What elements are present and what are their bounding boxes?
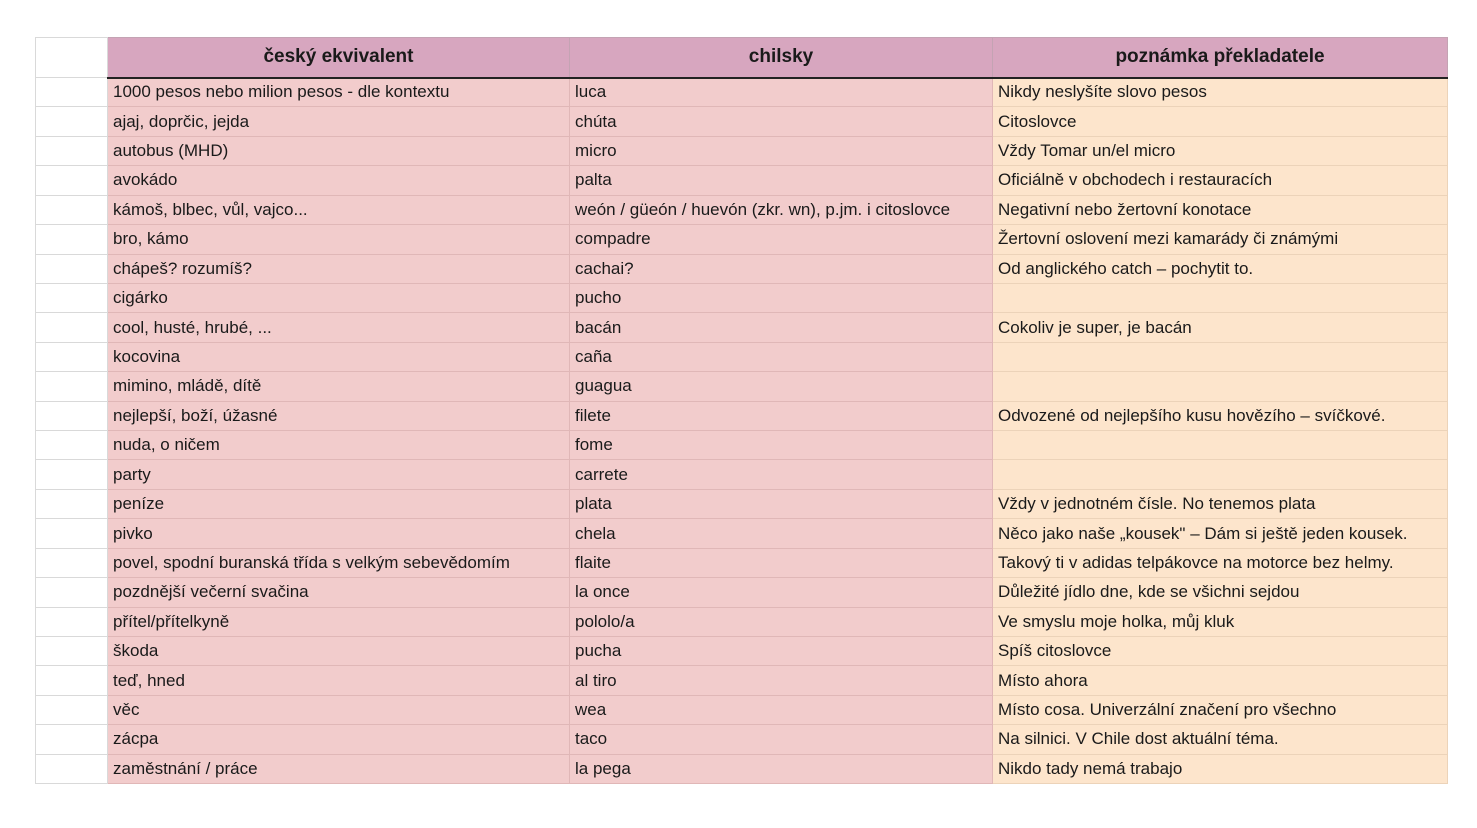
cell-chilean[interactable]: flaite bbox=[570, 548, 993, 577]
cell-chilean[interactable]: pololo/a bbox=[570, 607, 993, 636]
cell-note[interactable] bbox=[993, 283, 1448, 312]
table-row bbox=[36, 166, 1448, 195]
cell-chilean[interactable]: cachai? bbox=[570, 254, 993, 283]
cell-chilean[interactable]: pucho bbox=[570, 283, 993, 312]
table-row bbox=[36, 372, 1448, 401]
cell-note[interactable]: Nikdo tady nemá trabajo bbox=[993, 754, 1448, 783]
cell-czech[interactable]: přítel/přítelkyně bbox=[108, 607, 570, 636]
cell-czech[interactable]: věc bbox=[108, 695, 570, 724]
cell-note[interactable]: Žertovní oslovení mezi kamarády či známými bbox=[993, 225, 1448, 254]
table-row bbox=[36, 254, 1448, 283]
row-header-cell[interactable] bbox=[36, 489, 108, 518]
cell-note[interactable]: Oficiálně v obchodech i restauracích bbox=[993, 166, 1448, 195]
table-row bbox=[36, 489, 1448, 518]
row-header-cell[interactable] bbox=[36, 313, 108, 342]
cell-note[interactable]: Negativní nebo žertovní konotace bbox=[993, 195, 1448, 224]
cell-czech[interactable]: zaměstnání / práce bbox=[108, 754, 570, 783]
table-row bbox=[36, 107, 1448, 136]
cell-note[interactable]: Na silnici. V Chile dost aktuální téma. bbox=[993, 725, 1448, 754]
table-row bbox=[36, 548, 1448, 577]
cell-chilean[interactable]: palta bbox=[570, 166, 993, 195]
cell-czech[interactable]: 1000 pesos nebo milion pesos - dle kontextu bbox=[108, 78, 570, 107]
table-row bbox=[36, 431, 1448, 460]
row-header-cell[interactable] bbox=[36, 254, 108, 283]
cell-chilean[interactable]: chela bbox=[570, 519, 993, 548]
cell-note[interactable]: Místo ahora bbox=[993, 666, 1448, 695]
table-row bbox=[36, 78, 1448, 107]
row-header-cell[interactable] bbox=[36, 607, 108, 636]
table-row bbox=[36, 637, 1448, 666]
row-header-cell[interactable] bbox=[36, 460, 108, 489]
cell-chilean[interactable]: filete bbox=[570, 401, 993, 430]
header-row bbox=[36, 38, 1448, 78]
cell-chilean[interactable]: bacán bbox=[570, 313, 993, 342]
table-row bbox=[36, 283, 1448, 312]
row-header-cell[interactable] bbox=[36, 107, 108, 136]
table-row bbox=[36, 195, 1448, 224]
table-row bbox=[36, 225, 1448, 254]
row-header-cell[interactable] bbox=[36, 725, 108, 754]
cell-czech[interactable]: kámoš, blbec, vůl, vajco... bbox=[108, 195, 570, 224]
header-note[interactable]: poznámka překladatele bbox=[993, 38, 1448, 78]
row-header-cell[interactable] bbox=[36, 578, 108, 607]
cell-czech[interactable]: škoda bbox=[108, 637, 570, 666]
table-row bbox=[36, 342, 1448, 371]
cell-chilean[interactable]: guagua bbox=[570, 372, 993, 401]
row-header-cell[interactable] bbox=[36, 431, 108, 460]
row-header-cell[interactable] bbox=[36, 695, 108, 724]
cell-note[interactable]: Cokoliv je super, je bacán bbox=[993, 313, 1448, 342]
cell-note[interactable]: Od anglického catch – pochytit to. bbox=[993, 254, 1448, 283]
cell-note[interactable]: Něco jako naše „kousek" – Dám si ještě jeden kousek. bbox=[993, 519, 1448, 548]
cell-note[interactable]: Odvozené od nejlepšího kusu hovězího – svíčkové. bbox=[993, 401, 1448, 430]
cell-chilean[interactable]: micro bbox=[570, 136, 993, 165]
cell-czech[interactable]: peníze bbox=[108, 489, 570, 518]
cell-note[interactable]: Citoslovce bbox=[993, 107, 1448, 136]
cell-chilean[interactable]: caña bbox=[570, 342, 993, 371]
cell-czech[interactable]: bro, kámo bbox=[108, 225, 570, 254]
table-row bbox=[36, 666, 1448, 695]
row-header-cell[interactable] bbox=[36, 283, 108, 312]
cell-note[interactable]: Místo cosa. Univerzální značení pro všechno bbox=[993, 695, 1448, 724]
cell-czech[interactable]: teď, hned bbox=[108, 666, 570, 695]
row-header-cell[interactable] bbox=[36, 225, 108, 254]
cell-chilean[interactable]: plata bbox=[570, 489, 993, 518]
cell-czech[interactable]: avokádo bbox=[108, 166, 570, 195]
row-header-cell[interactable] bbox=[36, 136, 108, 165]
cell-czech[interactable]: party bbox=[108, 460, 570, 489]
cell-czech[interactable]: nejlepší, boží, úžasné bbox=[108, 401, 570, 430]
cell-chilean[interactable]: compadre bbox=[570, 225, 993, 254]
glossary-table bbox=[35, 37, 1448, 784]
table-row bbox=[36, 136, 1448, 165]
table-row bbox=[36, 578, 1448, 607]
cell-chilean[interactable]: la once bbox=[570, 578, 993, 607]
cell-note[interactable]: Důležité jídlo dne, kde se všichni sejdou bbox=[993, 578, 1448, 607]
cell-czech[interactable]: chápeš? rozumíš? bbox=[108, 254, 570, 283]
row-header-cell[interactable] bbox=[36, 372, 108, 401]
row-header-cell[interactable] bbox=[36, 401, 108, 430]
cell-chilean[interactable]: luca bbox=[570, 78, 993, 107]
cell-chilean[interactable]: carrete bbox=[570, 460, 993, 489]
cell-czech[interactable]: pozdnější večerní svačina bbox=[108, 578, 570, 607]
table-row bbox=[36, 401, 1448, 430]
table-row bbox=[36, 519, 1448, 548]
cell-note[interactable] bbox=[993, 460, 1448, 489]
cell-chilean[interactable]: pucha bbox=[570, 637, 993, 666]
row-header-blank[interactable] bbox=[36, 38, 108, 78]
cell-note[interactable]: Vždy Tomar un/el micro bbox=[993, 136, 1448, 165]
row-header-cell[interactable] bbox=[36, 548, 108, 577]
table-row bbox=[36, 725, 1448, 754]
header-czech[interactable]: český ekvivalent bbox=[108, 38, 570, 78]
cell-chilean[interactable]: weón / güeón / huevón (zkr. wn), p.jm. i citoslovce bbox=[570, 195, 993, 224]
cell-czech[interactable]: kocovina bbox=[108, 342, 570, 371]
cell-czech[interactable]: nuda, o ničem bbox=[108, 431, 570, 460]
row-header-cell[interactable] bbox=[36, 637, 108, 666]
cell-czech[interactable]: mimino, mládě, dítě bbox=[108, 372, 570, 401]
cell-czech[interactable]: cool, husté, hrubé, ... bbox=[108, 313, 570, 342]
cell-czech[interactable]: povel, spodní buranská třída s velkým sebevědomím bbox=[108, 548, 570, 577]
cell-note[interactable] bbox=[993, 372, 1448, 401]
row-header-cell[interactable] bbox=[36, 342, 108, 371]
cell-note[interactable]: Vždy v jednotném čísle. No tenemos plata bbox=[993, 489, 1448, 518]
cell-czech[interactable]: autobus (MHD) bbox=[108, 136, 570, 165]
row-header-cell[interactable] bbox=[36, 166, 108, 195]
cell-chilean[interactable]: wea bbox=[570, 695, 993, 724]
cell-chilean[interactable]: chúta bbox=[570, 107, 993, 136]
cell-chilean[interactable]: la pega bbox=[570, 754, 993, 783]
cell-czech[interactable]: cigárko bbox=[108, 283, 570, 312]
table-row bbox=[36, 695, 1448, 724]
table-row bbox=[36, 313, 1448, 342]
row-header-cell[interactable] bbox=[36, 666, 108, 695]
cell-czech[interactable]: ajaj, doprčic, jejda bbox=[108, 107, 570, 136]
header-chilean[interactable]: chilsky bbox=[570, 38, 993, 78]
cell-chilean[interactable]: fome bbox=[570, 431, 993, 460]
cell-czech[interactable]: zácpa bbox=[108, 725, 570, 754]
row-header-cell[interactable] bbox=[36, 754, 108, 783]
cell-note[interactable]: Ve smyslu moje holka, můj kluk bbox=[993, 607, 1448, 636]
row-header-cell[interactable] bbox=[36, 195, 108, 224]
cell-note[interactable] bbox=[993, 342, 1448, 371]
row-header-cell[interactable] bbox=[36, 519, 108, 548]
cell-note[interactable]: Spíš citoslovce bbox=[993, 637, 1448, 666]
cell-note[interactable]: Takový ti v adidas telpákovce na motorce bez helmy. bbox=[993, 548, 1448, 577]
row-header-cell[interactable] bbox=[36, 78, 108, 107]
cell-chilean[interactable]: al tiro bbox=[570, 666, 993, 695]
table-row bbox=[36, 607, 1448, 636]
cell-czech[interactable]: pivko bbox=[108, 519, 570, 548]
cell-note[interactable] bbox=[993, 431, 1448, 460]
table-row bbox=[36, 754, 1448, 783]
cell-chilean[interactable]: taco bbox=[570, 725, 993, 754]
table-row bbox=[36, 460, 1448, 489]
cell-note[interactable]: Nikdy neslyšíte slovo pesos bbox=[993, 78, 1448, 107]
